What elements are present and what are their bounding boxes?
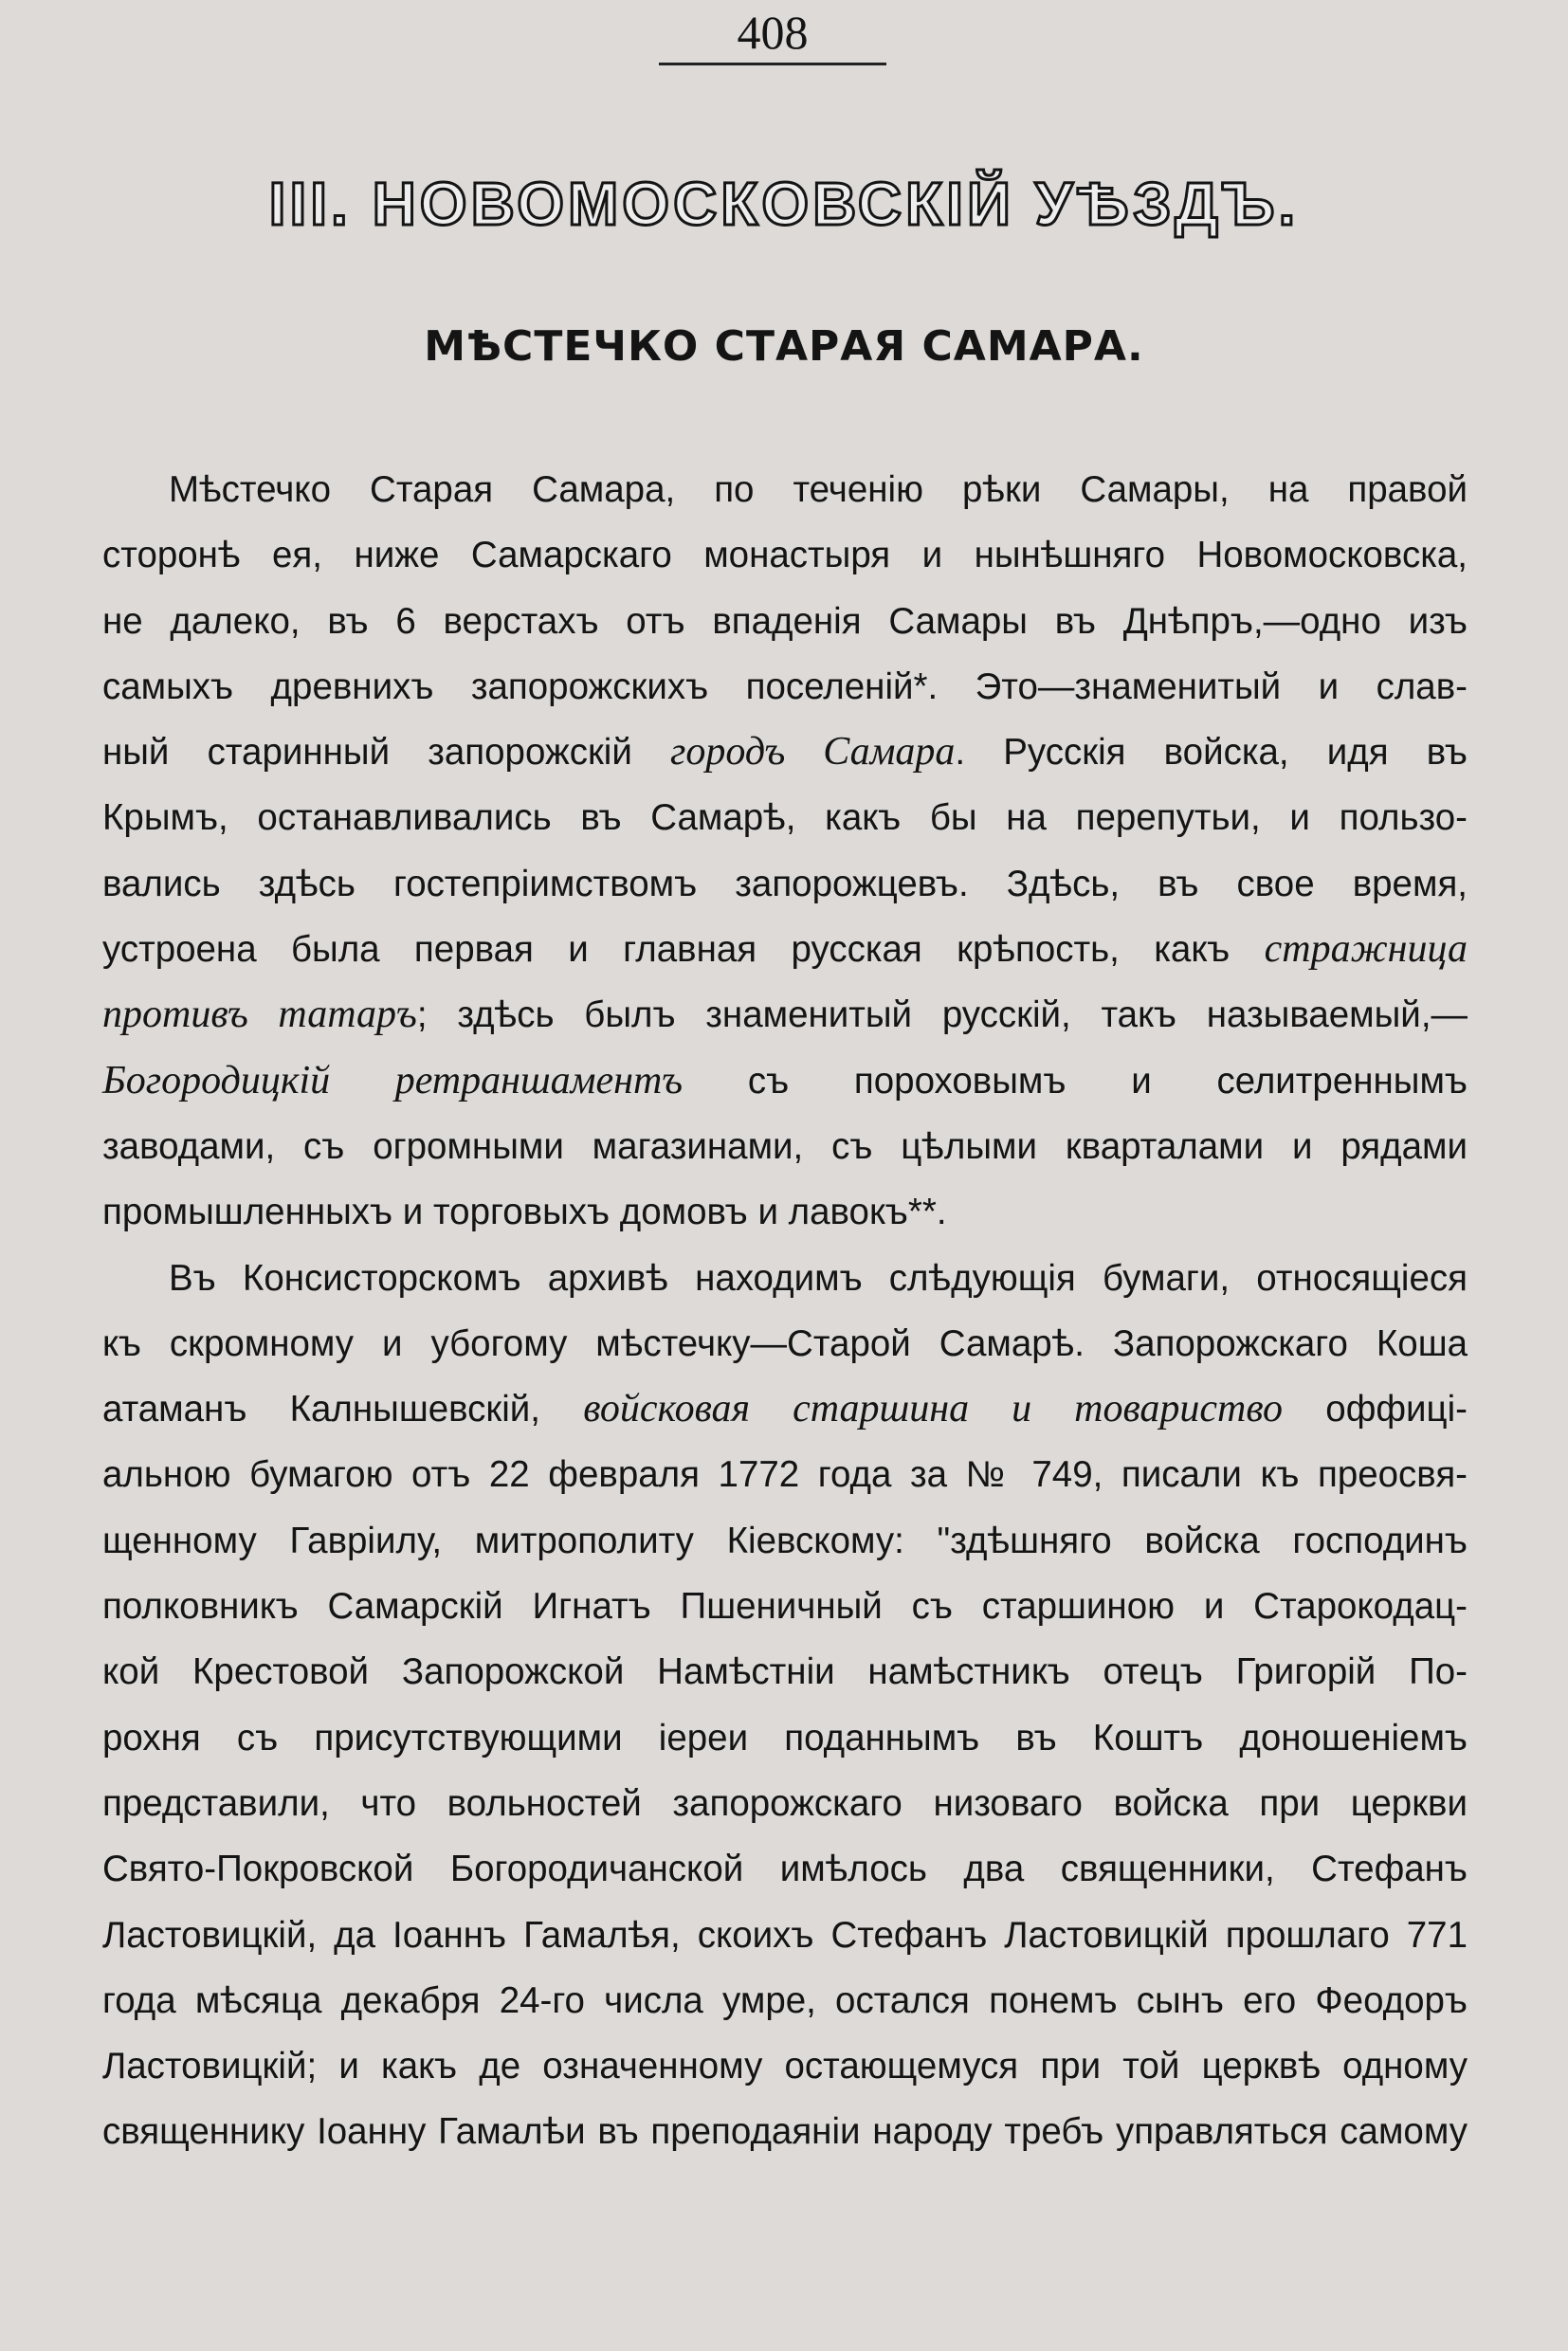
- text-run: священнику Іоанну Гамалѣи въ преподаяніи народу требъ управляться самому: [102, 2111, 1468, 2153]
- text-line: [102, 1376, 1468, 1442]
- text-line: [102, 1574, 1468, 1639]
- text-run: альною бумагою отъ 22 февраля 1772 года за № 749, писали къ преосвя-: [102, 1454, 1468, 1496]
- text-run: года мѣсяца декабря 24-го числа умре, остался понемъ сынъ его Феодоръ: [102, 1979, 1468, 2021]
- text-line: [102, 1903, 1468, 1968]
- italic-text-run: городъ Самара: [670, 730, 956, 775]
- text-run: оффиці-: [1283, 1389, 1468, 1431]
- text-line: [102, 1508, 1468, 1574]
- text-run: устроена была первая и главная русская крѣпость, какъ: [102, 929, 1265, 971]
- text-run: ; здѣсь былъ знаменитый русскій, такъ называемый,—: [416, 994, 1468, 1036]
- text-run: щенному Гавріилу, митрополиту Кіевскому: "здѣшняго войска господинъ: [102, 1520, 1468, 1561]
- text-run: полковникъ Самарскій Игнатъ Пшеничный съ старшиною и Старокодац-: [102, 1586, 1468, 1628]
- text-run: Ластовицкій; и какъ де означенному остающемуся при той церквѣ одному: [102, 2046, 1468, 2087]
- text-line: [102, 1771, 1468, 1836]
- text-run: заводами, съ огромными магазинами, съ цѣлыми кварталами и рядами: [102, 1125, 1468, 1167]
- text-line: [102, 1179, 1468, 1245]
- text-run: сторонѣ ея, ниже Самарскаго монастыря и нынѣшняго Новомосковска,: [102, 535, 1468, 576]
- text-run: представили, что вольностей запорожскаго низоваго войска при церкви: [102, 1782, 1468, 1824]
- page-number: 408: [737, 6, 809, 59]
- page-number-rule: [659, 63, 886, 65]
- text-line: [102, 1836, 1468, 1902]
- text-run: самыхъ древнихъ запорожскихъ поселеній*. Это—знаменитый и слав-: [102, 665, 1468, 707]
- text-line: [102, 1048, 1468, 1114]
- text-run: Крымъ, останавливались въ Самарѣ, какъ бы на перепутьи, и пользо-: [102, 797, 1468, 839]
- text-run: Въ Консисторскомъ архивѣ находимъ слѣдующія бумаги, относящіеся: [169, 1257, 1468, 1299]
- text-run: . Русскія войска, идя въ: [955, 732, 1468, 774]
- text-line: [102, 917, 1468, 982]
- text-run: къ скромному и убогому мѣстечку—Старой Самарѣ. Запорожскаго Коша: [102, 1322, 1468, 1364]
- text-line: [102, 982, 1468, 1048]
- text-run: Ластовицкій, да Іоаннъ Гамалѣя, скоихъ Стефанъ Ластовицкій прошлаго 771: [102, 1914, 1468, 1956]
- text-run: кой Крестовой Запорожской Намѣстніи намѣстникъ отецъ Григорій По-: [102, 1651, 1468, 1693]
- text-line: [102, 522, 1468, 588]
- text-run: вались здѣсь гостепріимствомъ запорожцевъ. Здѣсь, въ свое время,: [102, 863, 1468, 904]
- text-line: [102, 589, 1468, 654]
- text-line: [102, 1114, 1468, 1179]
- text-line: [102, 851, 1468, 917]
- text-line: [102, 1246, 1468, 1311]
- text-run: Мѣстечко Старая Самара, по теченію рѣки Самары, на правой: [169, 469, 1468, 510]
- text-line: [102, 1311, 1468, 1376]
- text-run: атаманъ Калнышевскій,: [102, 1389, 584, 1431]
- text-line: [102, 654, 1468, 720]
- italic-text-run: Богородицкій ретраншаментъ: [102, 1058, 684, 1103]
- chapter-subtitle: МѢСТЕЧКО СТАРАЯ САМАРА.: [424, 322, 1144, 371]
- text-line: [102, 1705, 1468, 1771]
- italic-text-run: противъ татаръ: [102, 993, 417, 1037]
- text-line: [102, 2099, 1468, 2164]
- text-run: не далеко, въ 6 верстахъ отъ впаденія Самары въ Днѣпръ,—одно изъ: [102, 600, 1468, 642]
- text-line: [102, 785, 1468, 850]
- text-run: съ пороховымъ и селитреннымъ: [683, 1060, 1468, 1102]
- body-text: [102, 457, 1468, 2165]
- text-line: [102, 2033, 1468, 2099]
- text-run: ный старинный запорожскій: [102, 732, 670, 774]
- text-line: [102, 1968, 1468, 2033]
- text-run: рохня съ присутствующими іереи поданнымъ въ Коштъ доношеніемъ: [102, 1717, 1468, 1759]
- italic-text-run: войсковая старшина и товариство: [583, 1387, 1284, 1431]
- italic-text-run: стражница: [1264, 927, 1468, 972]
- text-line: [102, 720, 1468, 785]
- text-line: [102, 1639, 1468, 1704]
- text-run: промышленныхъ и торговыхъ домовъ и лавокъ**.: [102, 1192, 947, 1233]
- text-run: Свято-Покровской Богородичанской имѣлось два священники, Стефанъ: [102, 1849, 1468, 1890]
- section-title: III. НОВОМОСКОВСКІЙ УѢЗДЪ.: [268, 170, 1300, 238]
- text-line: [102, 1442, 1468, 1507]
- text-line: [102, 457, 1468, 522]
